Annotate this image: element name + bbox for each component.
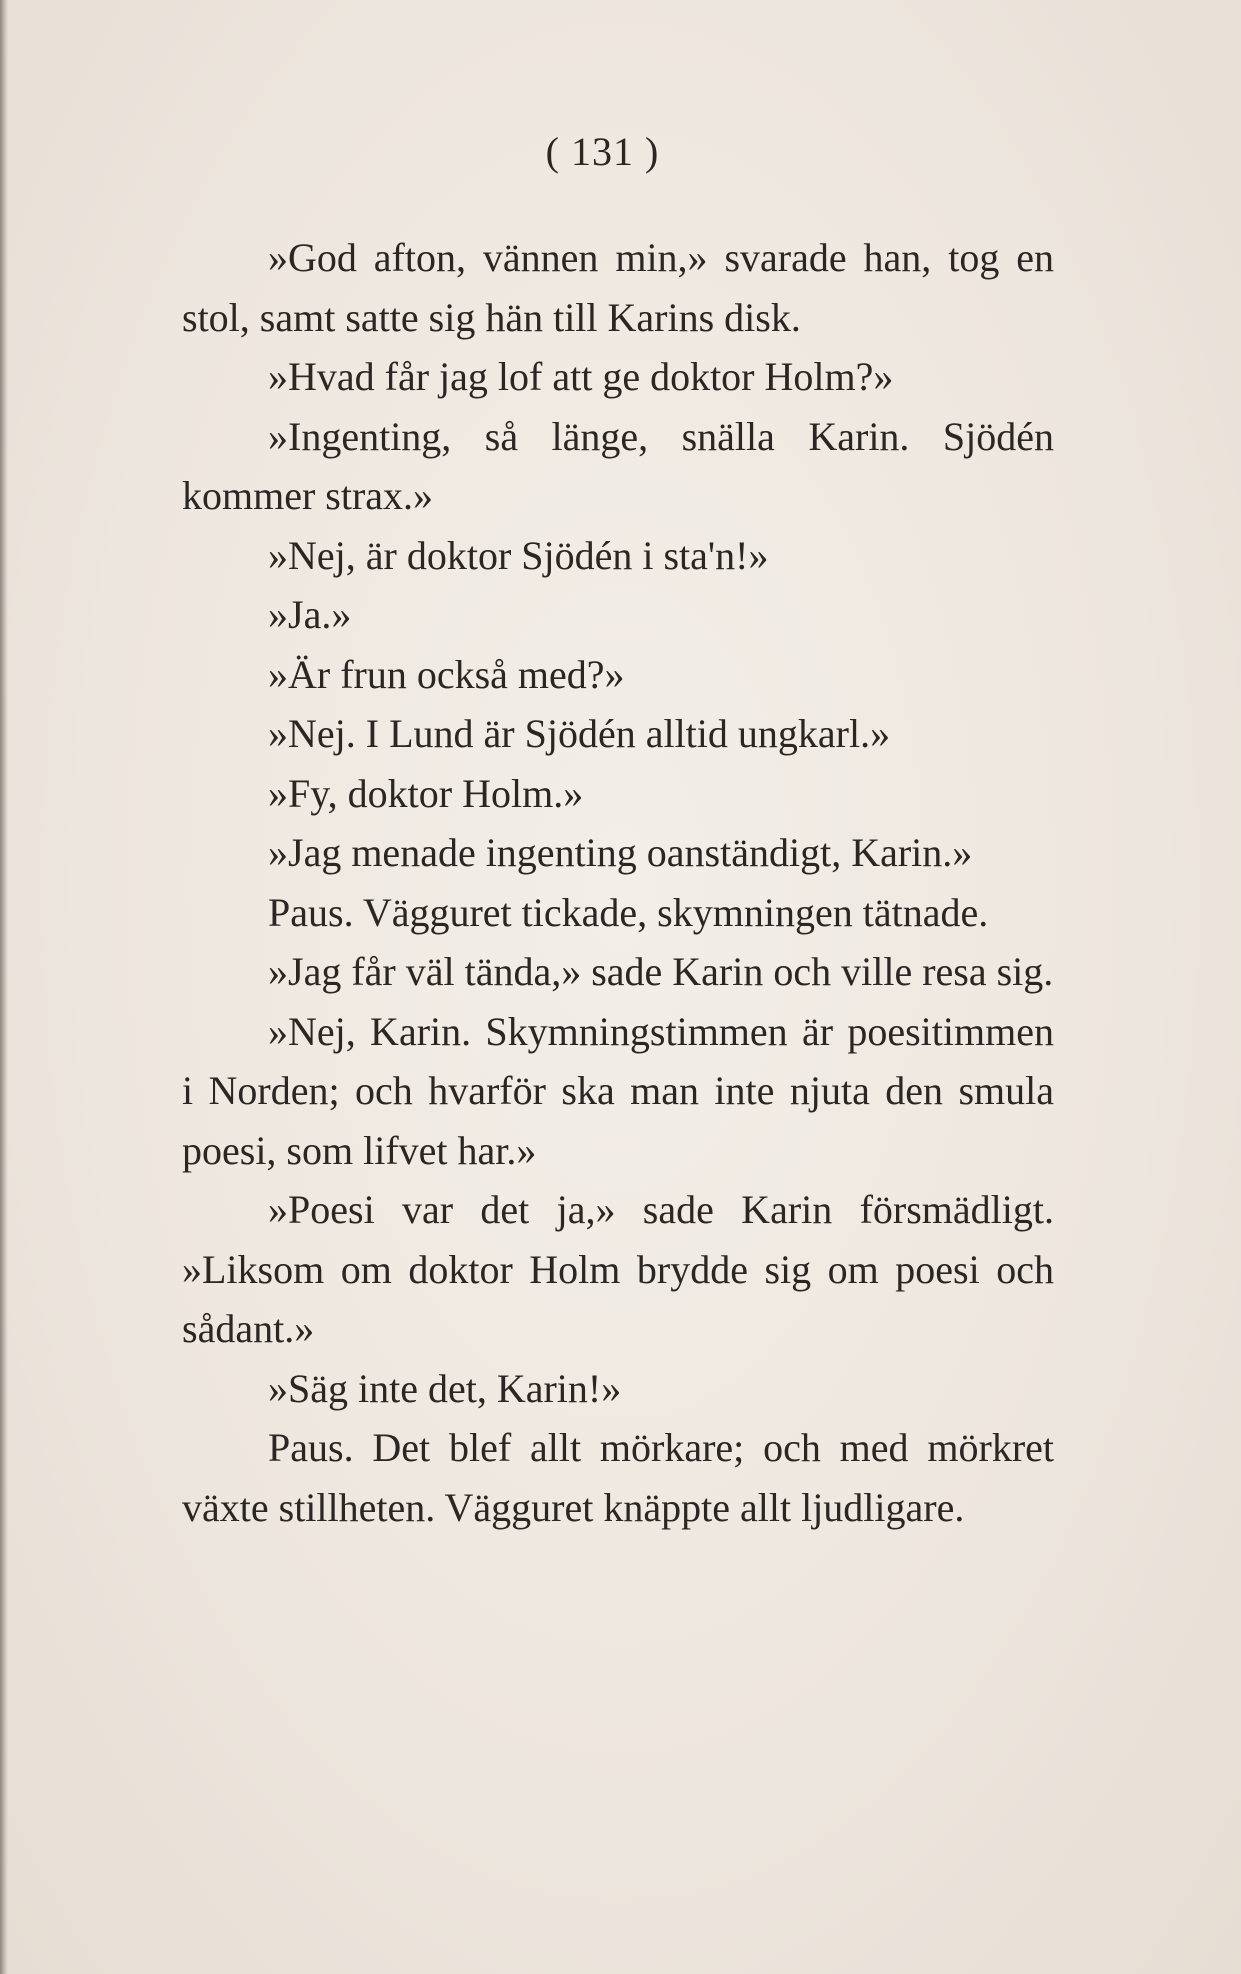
paragraph: Paus. Det blef allt mörkare; och med mörkret växte stillheten. Vägguret knäppte allt ljudligare. [182, 1425, 1054, 1530]
paragraph: »Nej, är doktor Sjödén i sta'n!» [268, 532, 769, 578]
paragraph: »Nej, Karin. Skymningstimmen är poesitimmen i Norden; och hvarför ska man inte njuta den smula poesi, som lifvet har.» [182, 1008, 1054, 1173]
paragraph: »Poesi var det ja,» sade Karin försmädligt. »Liksom om doktor Holm brydde sig om poesi och sådant.» [182, 1187, 1054, 1351]
paragraph: »Ja.» [268, 592, 352, 637]
paragraph: »Säg inte det, Karin!» [268, 1365, 622, 1411]
paragraph: »Är frun också med?» [268, 651, 625, 697]
paragraph: »Jag menade ingenting oanständigt, Karin.» [268, 830, 973, 875]
paragraph: »God afton, vännen min,» svarade han, tog en stol, samt satte sig hän till Karins disk. [182, 235, 1054, 340]
paragraph: »Nej. I Lund är Sjödén alltid ungkarl.» [268, 711, 891, 756]
paragraph: »Fy, doktor Holm.» [268, 770, 584, 816]
paragraph: »Ingenting, så länge, snälla Karin. Sjödén kommer strax.» [182, 413, 1054, 518]
paragraph: »Jag får väl tända,» sade Karin och ville resa sig. [268, 949, 1054, 994]
paragraph: Paus. Vägguret tickade, skymningen tätnade. [268, 889, 989, 935]
page-binding-edge [0, 0, 8, 1974]
body-text [182, 228, 1054, 1537]
page-number: ( 131 ) [545, 129, 660, 174]
paragraph: »Hvad får jag lof att ge doktor Holm?» [268, 354, 894, 399]
